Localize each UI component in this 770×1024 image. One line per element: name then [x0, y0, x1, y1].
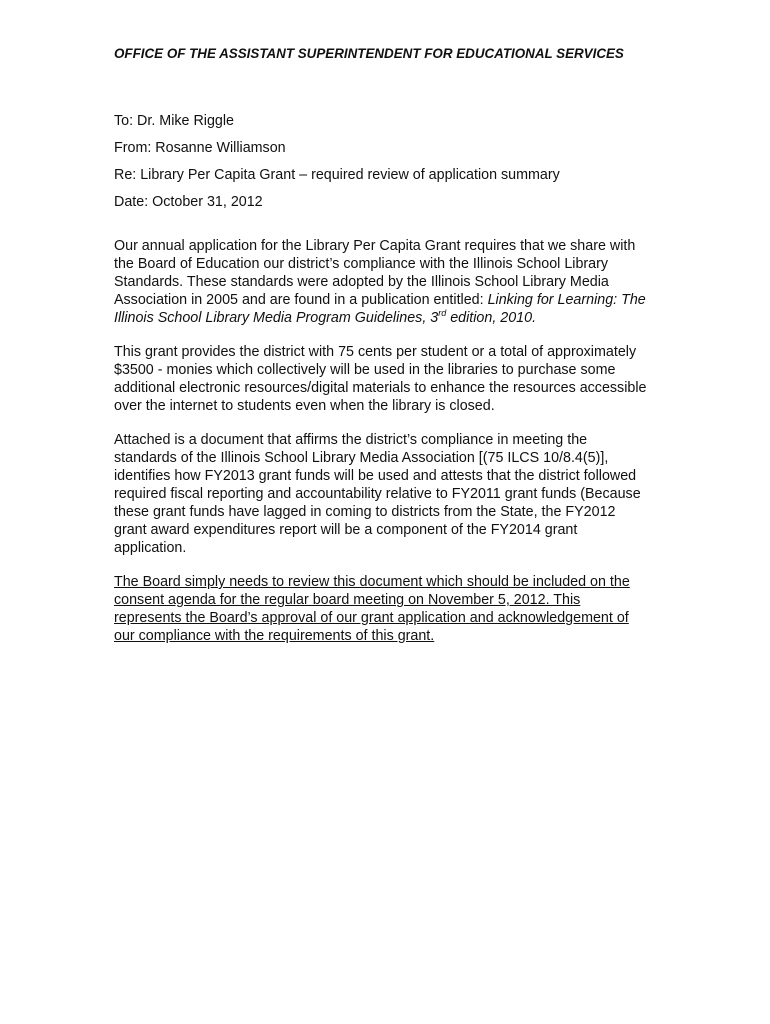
office-header: OFFICE OF THE ASSISTANT SUPERINTENDENT FOR EDUCATIONAL SERVICES [114, 46, 624, 61]
memo-from-line: From: Rosanne Williamson [114, 140, 286, 156]
memo-to-line: To: Dr. Mike Riggle [114, 113, 234, 129]
memo-re-line: Re: Library Per Capita Grant – required review of application summary [114, 167, 560, 183]
paragraph-attached-document: Attached is a document that affirms the district’s compliance in meeting the standards of the Illinois School Library Media Association [(75 ILCS 10/8.4(5)], identifies how FY2013 grant funds will be used and attests that the district followed required fiscal reporting and accountability relative to FY2011 grant funds (Because these grant funds have lagged in coming to districts from the State, the FY2012 grant award expenditures report will be a component of the FY2014 grant application. [114, 432, 641, 556]
memo-date-line: Date: October 31, 2012 [114, 194, 263, 210]
publication-title-text: Linking for Learning: The Illinois School Library Media Program Guidelines, 3 [114, 292, 646, 326]
publication-title-end: edition, 2010. [446, 310, 537, 326]
memo-header-block [114, 110, 674, 218]
paragraph-standards [114, 237, 649, 327]
edition-superscript: rd [438, 308, 447, 319]
memo-body [114, 237, 649, 661]
paragraph-grant-funds: This grant provides the district with 75 cents per student or a total of approximately $3500 - monies which collectively will be used in the libraries to purchase some additional electronic resources/digital materials to enhance the resources accessible over the internet to students even when the library is closed. [114, 344, 647, 414]
paragraph-standards-text: Our annual application for the Library Per Capita Grant requires that we share with the Board of Education our district’s compliance with the Illinois School Library Standards. These standards were adopted by the Illinois School Library Media Association in 2005 and are found in a publication entitled: [114, 238, 636, 308]
paragraph-board-review: The Board simply needs to review this document which should be included on the consent agenda for the regular board meeting on November 5, 2012. This represents the Board’s approval of our grant application and acknowledgement of our compliance with the requirements of this grant. [114, 574, 630, 644]
